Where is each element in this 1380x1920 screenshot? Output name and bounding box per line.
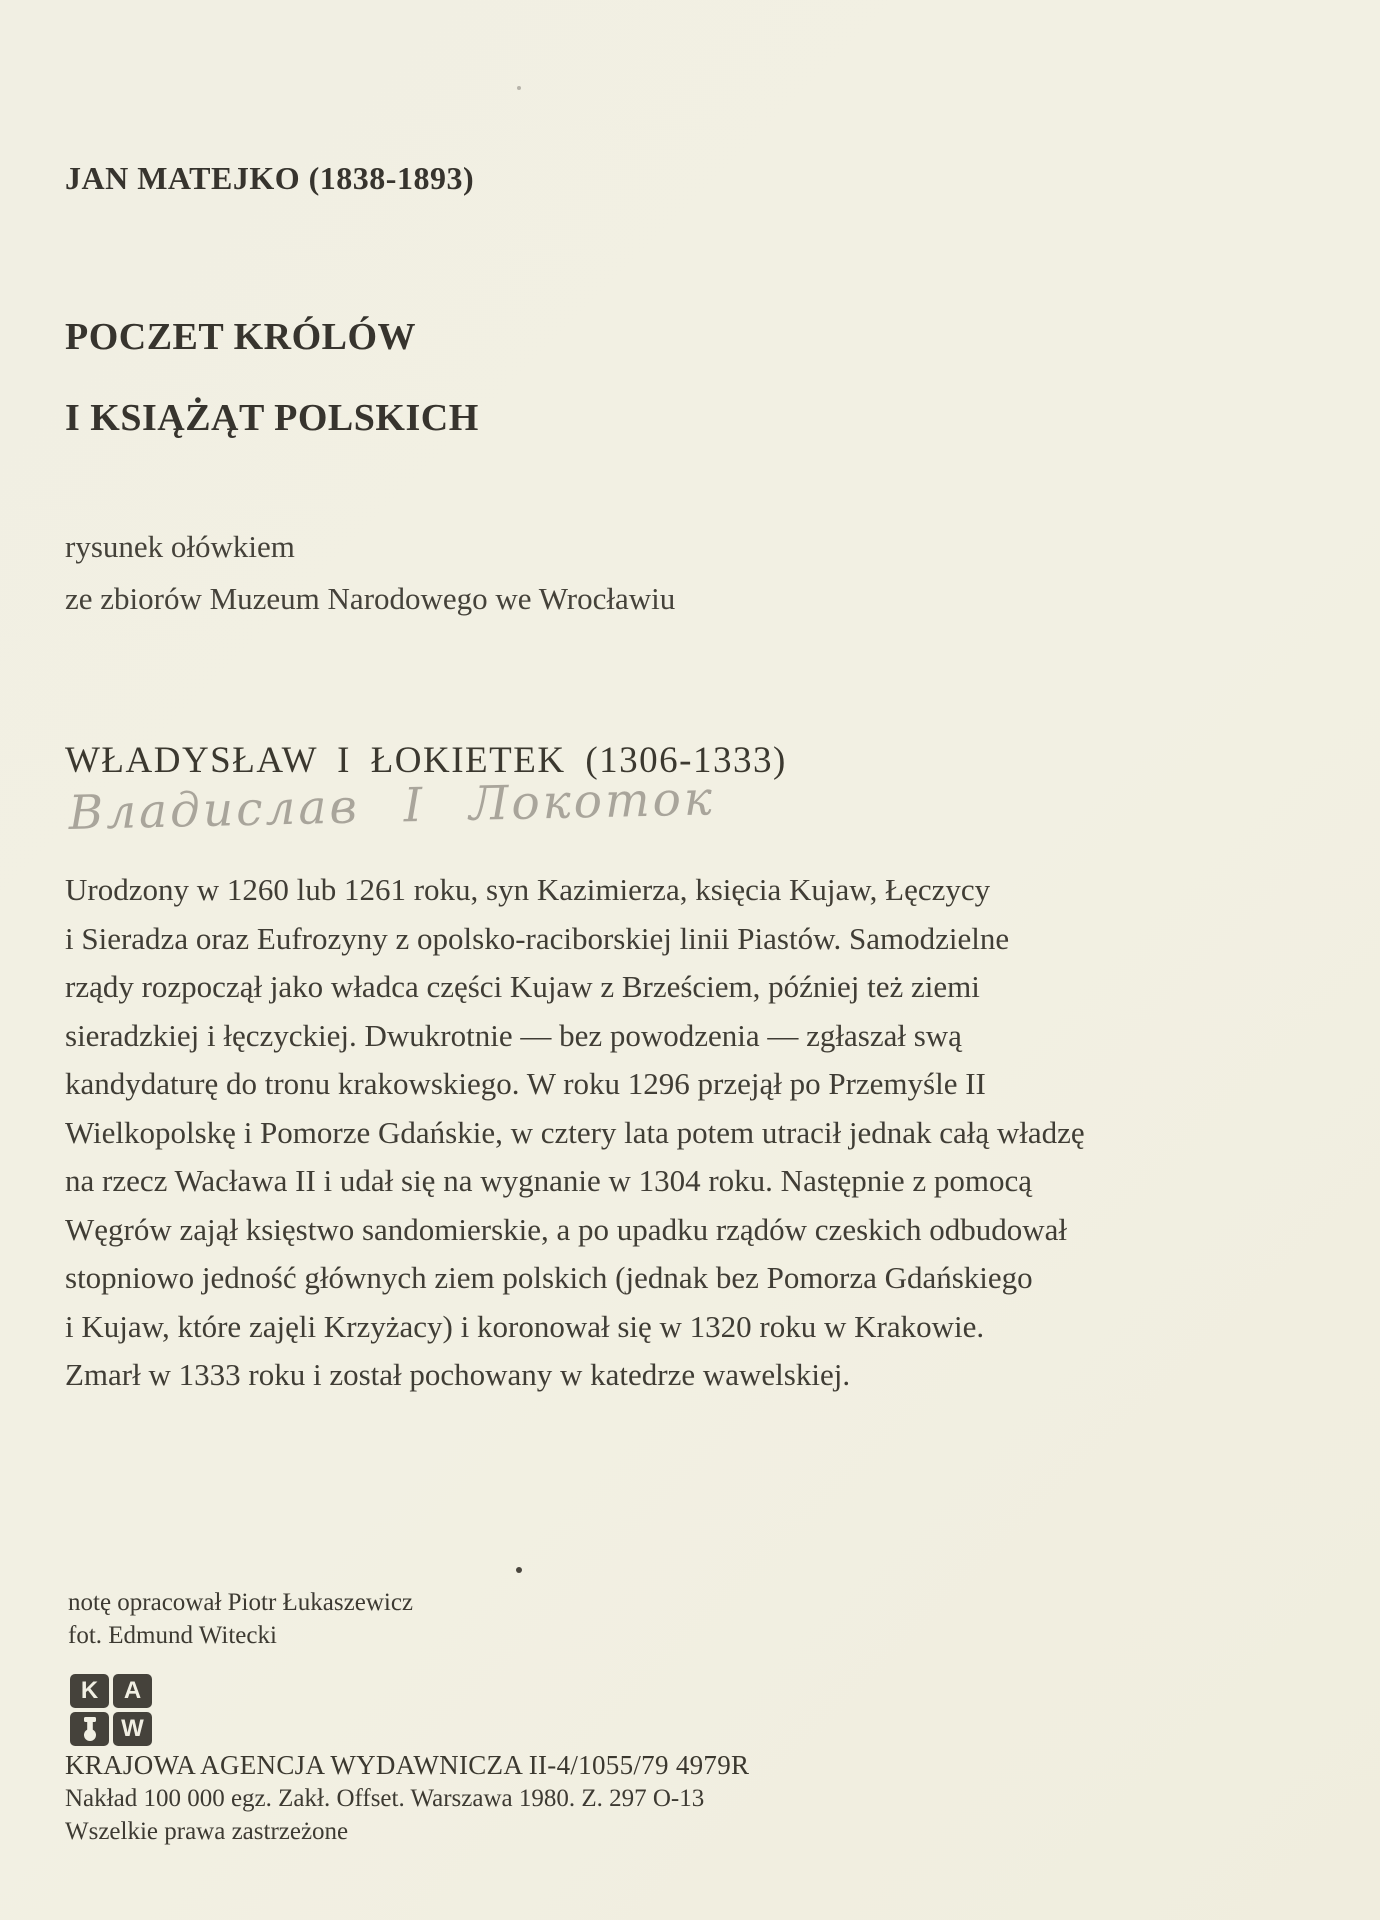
biography-line: Urodzony w 1260 lub 1261 roku, syn Kazimierza, księcia Kujaw, Łęczycy [65, 872, 991, 907]
biography-line: rządy rozpoczął jako władca części Kujaw z Brześciem, później też ziemi [65, 969, 980, 1004]
biography-line: na rzecz Wacława II i udał się na wygnanie w 1304 roku. Następnie z pomocą [65, 1163, 1033, 1198]
subject-heading: WŁADYSŁAW I ŁOKIETEK (1306-1333) [65, 740, 787, 781]
logo-letter-a: A [113, 1674, 152, 1708]
key-icon [70, 1712, 109, 1746]
kaw-publisher-logo [70, 1674, 152, 1746]
ink-speck [516, 1567, 522, 1573]
artist-name: JAN MATEJKO (1838-1893) [65, 160, 475, 196]
biography-line: stopniowo jedność głównych ziem polskich (jednak bez Pomorza Gdańskiego [65, 1260, 1033, 1295]
print-run-line: Nakład 100 000 egz. Zakł. Offset. Warszawa 1980. Z. 297 O-13 [65, 1785, 705, 1812]
logo-letter-k: K [70, 1674, 109, 1708]
biography-line: i Sieradza oraz Eufrozyny z opolsko-raciborskiej linii Piastów. Samodzielne [65, 920, 1010, 956]
logo-letter-w: W [113, 1712, 152, 1746]
biography-line: Węgrów zajął księstwo sandomierskie, a po upadku rządów czeskich odbudował [65, 1211, 1068, 1247]
paper-speck [517, 86, 521, 90]
handwritten-pencil-annotation: Владислав I Локоток [68, 771, 716, 841]
series-title-line-2: I KSIĄŻĄT POLSKICH [65, 397, 479, 439]
biography-line: sieradzkiej i łęczyckiej. Dwukrotnie — bez powodzenia — zgłaszał swą [65, 1017, 962, 1053]
biography-line: i Kujaw, które zajęli Krzyżacy) i koronował się w 1320 roku w Krakowie. [65, 1308, 985, 1344]
photo-credit: fot. Edmund Witecki [68, 1622, 277, 1649]
biography-paragraph [65, 866, 1085, 1400]
rights-reserved-line: Wszelkie prawa zastrzeżone [65, 1818, 349, 1845]
collection-line: ze zbiorów Muzeum Narodowego we Wrocławiu [65, 581, 676, 616]
note-credit: notę opracował Piotr Łukaszewicz [68, 1589, 414, 1616]
medium-line: rysunek ołówkiem [65, 529, 295, 564]
biography-line: Zmarł w 1333 roku i został pochowany w katedrze wawelskiej. [65, 1357, 851, 1392]
biography-line: kandydaturę do tronu krakowskiego. W roku 1296 przejął po Przemyśle II [65, 1066, 986, 1101]
biography-line: Wielkopolskę i Pomorze Gdańskie, w cztery lata potem utracił jednak całą władzę [65, 1114, 1085, 1150]
publisher-imprint-line: KRAJOWA AGENCJA WYDAWNICZA II-4/1055/79 4979R [65, 1750, 750, 1780]
series-title-line-1: POCZET KRÓLÓW [65, 316, 417, 358]
